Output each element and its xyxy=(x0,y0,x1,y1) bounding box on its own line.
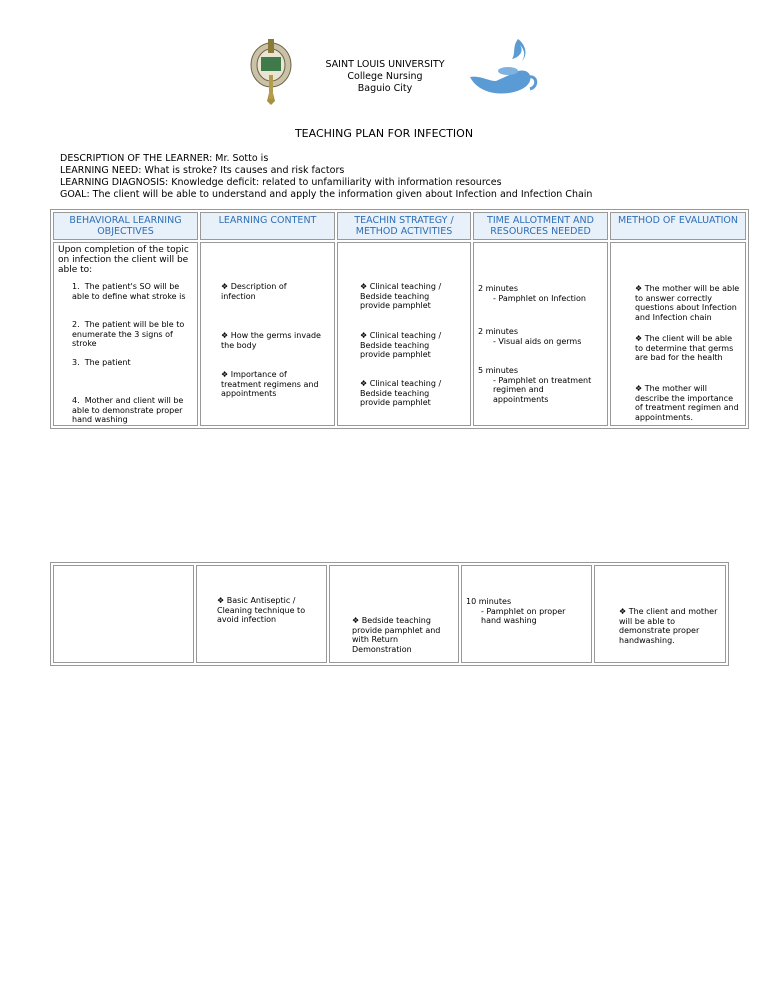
objectives-intro: Upon completion of the topic on infection the client will be able to: xyxy=(58,245,189,275)
time-item xyxy=(466,597,588,626)
strategy-cell xyxy=(329,565,459,663)
time-duration: 5 minutes xyxy=(478,366,519,375)
content-item: ❖ How the germs invade the body xyxy=(221,331,321,350)
header-objectives: BEHAVIORAL LEARNING OBJECTIVES xyxy=(53,212,198,240)
table-header-row xyxy=(53,212,746,240)
time-cell xyxy=(473,242,608,426)
time-resource: - Pamphlet on treatment regimen and appointments xyxy=(493,375,592,404)
learner-line: DESCRIPTION OF THE LEARNER: Mr. Sotto is xyxy=(60,153,269,164)
university-seal-logo xyxy=(247,35,295,109)
time-cell xyxy=(461,565,592,663)
time-resource: - Visual aids on germs xyxy=(493,336,582,346)
strategy-item: ❖ Clinical teaching / Bedside teaching provide pamphlet xyxy=(360,379,442,407)
table-row xyxy=(53,242,746,426)
content-cell xyxy=(196,565,327,663)
time-resource: - Pamphlet on Infection xyxy=(493,293,586,303)
need-line: LEARNING NEED: What is stroke? Its causes and risk factors xyxy=(60,165,345,176)
university-header xyxy=(300,59,470,95)
time-item xyxy=(478,284,600,303)
strategy-item: ❖ Clinical teaching / Bedside teaching provide pamphlet xyxy=(360,282,442,310)
objective-text: The patient's SO will be able to define what stroke is xyxy=(72,282,186,301)
teaching-plan-table xyxy=(50,209,749,429)
objective-item: 1. The patient's SO will be able to define what stroke is xyxy=(72,282,186,301)
objectives-cell xyxy=(53,565,194,663)
objective-item: 2. The patient will be ble to enumerate the 3 signs of stroke xyxy=(72,320,185,348)
page-title: TEACHING PLAN FOR INFECTION xyxy=(294,127,474,140)
strategy-cell xyxy=(337,242,471,426)
objective-text: The patient will be ble to enumerate the 3 signs of stroke xyxy=(72,320,185,348)
evaluation-item: ❖ The mother will describe the importance of treatment regimen and appointments. xyxy=(635,384,739,422)
objective-item: 3. The patient xyxy=(72,358,131,367)
strategy-item: ❖ Bedside teaching provide pamphlet and with Return Demonstration xyxy=(352,616,441,654)
objectives-cell xyxy=(53,242,198,426)
objective-text: Mother and client will be able to demonstrate proper hand washing xyxy=(72,396,184,424)
evaluation-item: ❖ The client will be able to determine that germs are bad for the health xyxy=(635,334,734,362)
content-item: ❖ Importance of treatment regimens and appointments xyxy=(221,370,319,398)
learner-description xyxy=(60,153,592,201)
time-item xyxy=(478,327,600,346)
university-name: SAINT LOUIS UNIVERSITY xyxy=(325,59,445,70)
diagnosis-line: LEARNING DIAGNOSIS: Knowledge deficit: related to unfamiliarity with information resources xyxy=(60,177,502,188)
content-item: ❖ Basic Antiseptic / Cleaning technique to avoid infection xyxy=(217,596,306,624)
evaluation-item: ❖ The client and mother will be able to demonstrate proper handwashing. xyxy=(619,607,718,645)
content-item: ❖ Description of infection xyxy=(221,282,287,301)
content-cell xyxy=(200,242,335,426)
header-evaluation: METHOD OF EVALUATION xyxy=(610,212,746,240)
time-duration: 2 minutes xyxy=(478,327,519,336)
objective-item: 4. Mother and client will be able to demonstrate proper hand washing xyxy=(72,396,184,424)
objective-text: The patient xyxy=(84,358,131,367)
time-duration: 10 minutes xyxy=(466,597,512,606)
time-resource: - Pamphlet on proper hand washing xyxy=(481,606,566,625)
college-name: College Nursing xyxy=(347,71,423,82)
evaluation-cell xyxy=(594,565,726,663)
nursing-lamp-logo xyxy=(468,37,540,101)
time-duration: 2 minutes xyxy=(478,284,519,293)
teaching-plan-continuation-table xyxy=(50,562,729,666)
evaluation-cell xyxy=(610,242,746,426)
city-name: Baguio City xyxy=(357,83,413,94)
header-time: TIME ALLOTMENT AND RESOURCES NEEDED xyxy=(473,212,608,240)
table-row xyxy=(53,565,726,663)
time-item xyxy=(478,366,600,404)
goal-line: GOAL: The client will be able to understand and apply the information given about Infection and Infection Chain xyxy=(60,189,593,200)
strategy-item: ❖ Clinical teaching / Bedside teaching provide pamphlet xyxy=(360,331,442,359)
header-content: LEARNING CONTENT xyxy=(200,212,335,240)
evaluation-item: ❖ The mother will be able to answer correctly questions about Infection and Infection chain xyxy=(635,284,740,322)
header-strategy: TEACHIN STRATEGY / METHOD ACTIVITIES xyxy=(337,212,471,240)
